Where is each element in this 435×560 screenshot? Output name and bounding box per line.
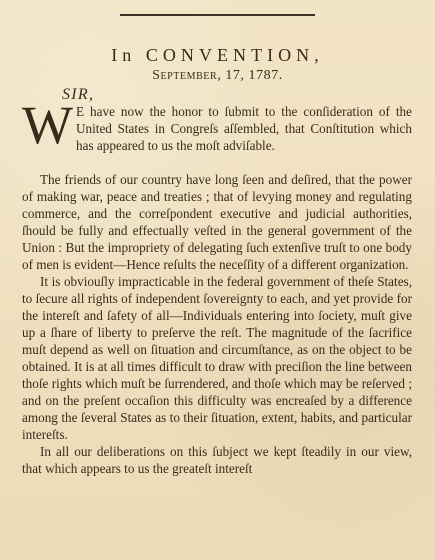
top-rule [120,14,315,16]
paragraph-3: In all our deliberations on this ſubject we kept ſteadily in our view, that which appears to us the greateſt intereſt [22,444,412,476]
page-heading: In CONVENTION, [111,45,324,65]
drop-cap-letter: W [22,95,73,155]
salutation: SIR, [62,86,95,103]
paragraph-1: The friends of our country have long ſeen and deſired, that the power of making war, peace and treaties ; that of levying money and regulating commerce, and the correſpondent executive and judicial authorities, ſhould be fully and effectually veſted in the general government of the Union : But the impropriety of delegating ſuch extenſive truſt to one body of men is evident—Hence reſults the neceſſity of a different organization. [22,172,412,272]
letter-body [22,95,412,477]
first-paragraph: E have now the honor to ſubmit to the conſideration of the United States in Congreſs aſſembled, that Conſtitution which has appeared to us the moſt adviſable. [76,104,412,153]
document-date: September, 17, 1787. [152,68,283,83]
paragraph-2: It is obviouſly impracticable in the federal government of theſe States, to ſecure all rights of independent ſovereignty to each, and yet provide for the intereſt and ſafety of all—Individuals entering into ſociety, muſt give up a ſhare of liberty to preſerve the reſt. The magnitude of the ſacrifice muſt depend as well on ſituation and circumſtance, as on the object to be obtained. It is at all times difficult to draw with preciſion the line between thoſe rights which muſt be ſurrendered, and thoſe which may be reſerved ; and on the preſent occaſion this difficulty was encreaſed by a difference among the ſeveral States as to their ſituation, extent, habits, and particular intereſts. [22,274,412,442]
first-paragraph-block [22,95,412,171]
